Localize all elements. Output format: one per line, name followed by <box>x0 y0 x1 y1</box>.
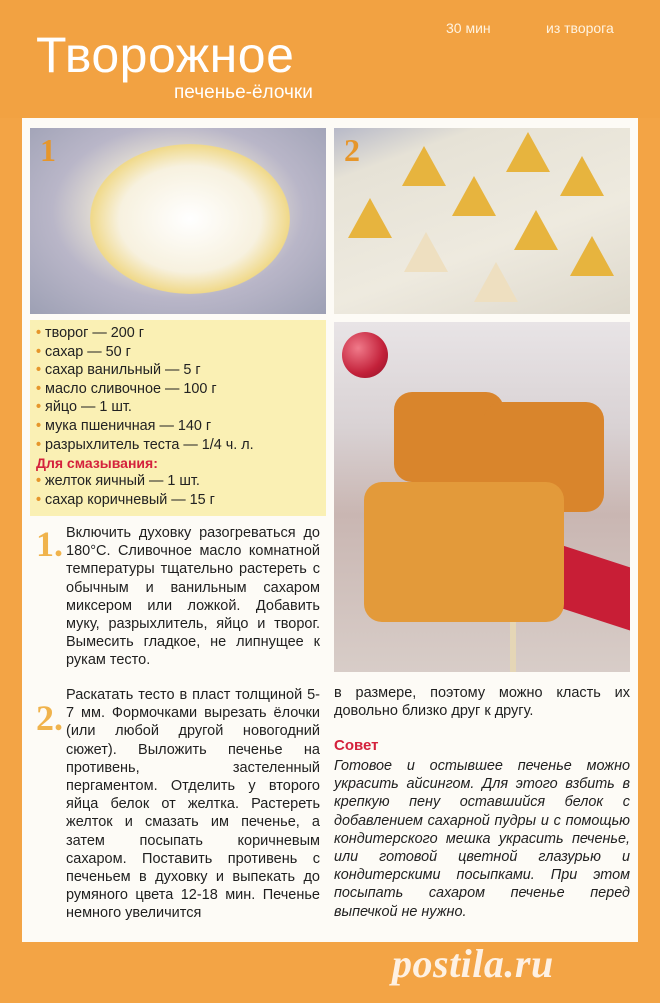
cookie-shape <box>402 146 446 186</box>
step-2-number: 2. <box>36 698 63 738</box>
ingredients-list <box>36 324 326 454</box>
step-2-continuation: в размере, поэтому можно класть их довольно близко друг к другу. <box>334 685 630 720</box>
recipe-subtitle: печенье-ёлочки <box>174 82 313 103</box>
photo-curd-mixture <box>30 128 326 314</box>
ingredient-item: • желток яичный — 1 шт. <box>36 472 326 491</box>
glaze-heading: Для смазывания: <box>36 455 158 472</box>
step-1-text: Включить духовку разогреваться до 180°С. Сливочное масло комнатной температуры тщательно растереть с обычным и ванильным сахаром миксером или ложкой. Добавить муку, разрыхлитель, яйцо и творог. Вымесить гладкое, не липнущее к рукам тесто. <box>66 525 320 669</box>
recipe-title: Творожное <box>36 27 295 83</box>
cookie-shape <box>474 262 518 302</box>
step-1-number: 1. <box>36 524 63 564</box>
cookie-shape <box>506 132 550 172</box>
cookie-shape <box>452 176 496 216</box>
recipe-category: из творога <box>546 20 614 36</box>
watermark: postila.ru <box>392 941 554 986</box>
photo-step-1-label: 1 <box>40 132 56 168</box>
glaze-list <box>36 472 326 509</box>
tip-heading: Совет <box>334 737 379 754</box>
ingredient-item: • разрыхлитель теста — 1/4 ч. л. <box>36 436 326 455</box>
photo-baking-tray <box>334 128 630 314</box>
ingredient-item: • творог — 200 г <box>36 324 326 343</box>
tip-text: Готовое и остывшее печенье можно украсить айсингом. Для этого взбить в крепкую пену оставшийся белок с добавлением сахарной пудры и с помощью кондитерского мешка украсить печенье, или готовой цветной глазурью и кондитерскими посыпками. При этом посыпать сахаром печенье перед выпечкой не нужно. <box>334 758 630 920</box>
footer-band <box>0 942 660 1003</box>
ingredient-item: • сахар ванильный — 5 г <box>36 361 326 380</box>
cookie-shape <box>514 210 558 250</box>
cookie-shape <box>404 232 448 272</box>
ingredient-item: • яйцо — 1 шт. <box>36 398 326 417</box>
header-band <box>0 0 660 118</box>
ingredients-box <box>30 320 326 516</box>
ingredient-item: • сахар коричневый — 15 г <box>36 491 326 510</box>
cookie-shape <box>570 236 614 276</box>
photo-finished-cookies <box>334 322 630 672</box>
cooking-time: 30 мин <box>446 20 491 36</box>
cookie-stick <box>510 622 516 672</box>
ingredient-item: • масло сливочное — 100 г <box>36 380 326 399</box>
ornament-ball <box>342 332 388 378</box>
ingredient-item: • мука пшеничная — 140 г <box>36 417 326 436</box>
cookie-shape <box>560 156 604 196</box>
photo-step-2-label: 2 <box>344 132 360 168</box>
cookie-shape <box>348 198 392 238</box>
curd-illustration <box>90 144 290 294</box>
step-2-text: Раскатать тесто в пласт толщиной 5-7 мм. Формочками вырезать ёлочки (или любой другой новогодний сюжет). Выложить печенье на противень, застеленный пергаментом. Отделить у второго яйца белок от желтка. Растереть желток и смазать им печенье, а затем посыпать коричневым сахаром. Поставить противень с печеньем в духовку и выпекать до румяного цвета 12-18 мин. Печенье немного увеличится <box>66 687 320 922</box>
cookie-shape <box>364 482 564 622</box>
ingredient-item: • сахар — 50 г <box>36 343 326 362</box>
